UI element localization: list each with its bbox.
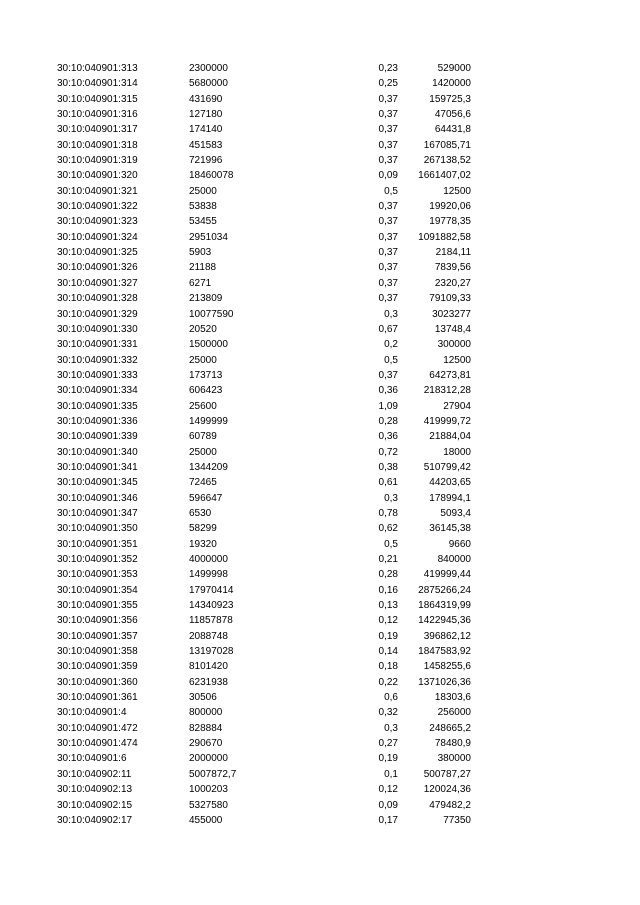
value-cell: 159725,3 (429, 93, 471, 105)
value-cell: 5093,4 (440, 507, 471, 519)
rate-cell: 0,5 (384, 354, 398, 366)
rate-cell: 0,17 (378, 814, 398, 826)
value-cell: 1091882,58 (418, 231, 471, 243)
value-cell: 380000 (437, 753, 471, 765)
cadastral-number-cell: 30:10:040901:315 (57, 93, 138, 105)
rate-cell: 0,09 (378, 799, 398, 811)
cadastral-number-cell: 30:10:040902:17 (57, 814, 133, 826)
cadastral-number-cell: 30:10:040901:323 (57, 216, 138, 228)
table-row (0, 506, 640, 521)
rate-cell: 0,13 (378, 600, 398, 612)
area-cell: 1500000 (189, 339, 228, 351)
cadastral-number-cell: 30:10:040901:474 (57, 738, 138, 750)
table-row (0, 659, 640, 674)
table-row (0, 414, 640, 429)
rate-cell: 0,18 (378, 661, 398, 673)
table-row (0, 245, 640, 260)
cadastral-number-cell: 30:10:040901:357 (57, 630, 138, 642)
area-cell: 174140 (189, 124, 223, 136)
value-cell: 267138,52 (423, 155, 471, 167)
cadastral-number-cell: 30:10:040901:327 (57, 277, 138, 289)
value-cell: 12500 (443, 185, 471, 197)
cadastral-number-cell: 30:10:040901:351 (57, 538, 138, 550)
cadastral-number-cell: 30:10:040901:320 (57, 170, 138, 182)
value-cell: 419999,44 (423, 569, 471, 581)
cadastral-number-cell: 30:10:040901:326 (57, 262, 138, 274)
table-row (0, 122, 640, 137)
area-cell: 1000203 (189, 784, 228, 796)
rate-cell: 0,37 (378, 155, 398, 167)
table-row (0, 107, 640, 122)
value-cell: 1661407,02 (418, 170, 471, 182)
area-cell: 2088748 (189, 630, 228, 642)
value-cell: 500787,27 (423, 768, 471, 780)
rate-cell: 0,19 (378, 753, 398, 765)
area-cell: 60789 (189, 431, 217, 443)
cadastral-number-cell: 30:10:040901:318 (57, 139, 138, 151)
table-row (0, 644, 640, 659)
value-cell: 78480,9 (434, 738, 471, 750)
value-cell: 479482,2 (429, 799, 471, 811)
rate-cell: 0,37 (378, 369, 398, 381)
cadastral-number-cell: 30:10:040901:335 (57, 400, 138, 412)
table-row (0, 613, 640, 628)
area-cell: 18460078 (189, 170, 234, 182)
value-cell: 79109,33 (429, 293, 471, 305)
table-row (0, 399, 640, 414)
rate-cell: 0,3 (384, 308, 398, 320)
rate-cell: 1,09 (378, 400, 398, 412)
area-cell: 1499999 (189, 415, 228, 427)
cadastral-number-cell: 30:10:040901:330 (57, 323, 138, 335)
value-cell: 120024,36 (423, 784, 471, 796)
table-row (0, 445, 640, 460)
rate-cell: 0,67 (378, 323, 398, 335)
area-cell: 1499998 (189, 569, 228, 581)
value-cell: 2184,11 (435, 247, 471, 259)
area-cell: 606423 (189, 385, 223, 397)
table-row (0, 153, 640, 168)
area-cell: 828884 (189, 722, 223, 734)
rate-cell: 0,37 (378, 93, 398, 105)
value-cell: 18000 (443, 446, 471, 458)
value-cell: 218312,28 (423, 385, 471, 397)
table-row (0, 383, 640, 398)
table-row (0, 138, 640, 153)
cadastral-number-cell: 30:10:040901:345 (57, 477, 138, 489)
cadastral-number-cell: 30:10:040901:319 (57, 155, 138, 167)
cadastral-number-cell: 30:10:040901:340 (57, 446, 138, 458)
value-cell: 3023277 (432, 308, 471, 320)
cadastral-number-cell: 30:10:040902:11 (57, 768, 132, 780)
table-row (0, 353, 640, 368)
cadastral-number-cell: 30:10:040901:359 (57, 661, 138, 673)
cadastral-number-cell: 30:10:040902:15 (57, 799, 133, 811)
table-row (0, 705, 640, 720)
table-row (0, 199, 640, 214)
rate-cell: 0,21 (378, 554, 398, 565)
area-cell: 213809 (189, 293, 223, 305)
area-cell: 173713 (189, 369, 223, 381)
value-cell: 256000 (437, 707, 471, 719)
rate-cell: 0,23 (378, 63, 398, 74)
cadastral-number-cell: 30:10:040901:334 (57, 385, 138, 397)
rate-cell: 0,16 (378, 584, 398, 596)
area-cell: 72465 (189, 477, 217, 489)
value-cell: 13748,4 (434, 323, 471, 335)
rate-cell: 0,1 (384, 768, 398, 780)
table-row (0, 429, 640, 444)
table-row (0, 322, 640, 337)
area-cell: 25000 (189, 185, 217, 197)
table-row (0, 368, 640, 383)
table-row (0, 629, 640, 644)
data-table (0, 61, 640, 828)
cadastral-number-cell: 30:10:040901:6 (57, 753, 127, 765)
table-row (0, 184, 640, 199)
table-row (0, 337, 640, 352)
cadastral-number-cell: 30:10:040901:353 (57, 569, 138, 581)
cadastral-number-cell: 30:10:040901:321 (57, 185, 138, 197)
table-row (0, 690, 640, 705)
area-cell: 5327580 (189, 799, 228, 811)
rate-cell: 0,37 (378, 277, 398, 289)
table-row (0, 782, 640, 797)
table-row (0, 813, 640, 828)
table-row (0, 168, 640, 183)
cadastral-number-cell: 30:10:040901:350 (57, 523, 138, 535)
rate-cell: 0,37 (378, 201, 398, 213)
table-row (0, 675, 640, 690)
table-row (0, 598, 640, 613)
area-cell: 2951034 (189, 231, 228, 243)
value-cell: 840000 (437, 554, 471, 565)
table-row (0, 92, 640, 107)
table-row (0, 583, 640, 598)
cadastral-number-cell: 30:10:040901:361 (57, 692, 138, 704)
area-cell: 19320 (189, 538, 217, 550)
table-row (0, 736, 640, 751)
value-cell: 510799,42 (423, 461, 471, 473)
value-cell: 64273,81 (429, 369, 471, 381)
cadastral-number-cell: 30:10:040901:325 (57, 247, 138, 259)
area-cell: 431690 (189, 93, 223, 105)
rate-cell: 0,37 (378, 216, 398, 228)
cadastral-number-cell: 30:10:040901:324 (57, 231, 138, 243)
rate-cell: 0,36 (378, 385, 398, 397)
area-cell: 53455 (189, 216, 217, 228)
cadastral-number-cell: 30:10:040901:352 (57, 554, 138, 565)
table-row (0, 307, 640, 322)
rate-cell: 0,78 (378, 507, 398, 519)
rate-cell: 0,27 (378, 738, 398, 750)
cadastral-number-cell: 30:10:040901:328 (57, 293, 138, 305)
value-cell: 167085,71 (423, 139, 471, 151)
area-cell: 721996 (189, 155, 223, 167)
area-cell: 290670 (189, 738, 223, 750)
area-cell: 30506 (189, 692, 217, 704)
table-row (0, 767, 640, 782)
area-cell: 25000 (189, 354, 217, 366)
cadastral-number-cell: 30:10:040901:316 (57, 109, 138, 121)
table-row (0, 491, 640, 506)
rate-cell: 0,36 (378, 431, 398, 443)
rate-cell: 0,6 (384, 692, 398, 704)
area-cell: 20520 (189, 323, 217, 335)
rate-cell: 0,37 (378, 139, 398, 151)
rate-cell: 0,2 (384, 339, 398, 351)
area-cell: 11857878 (189, 615, 233, 627)
rate-cell: 0,37 (378, 247, 398, 259)
table-row (0, 475, 640, 490)
area-cell: 2300000 (189, 63, 228, 74)
table-row (0, 521, 640, 536)
rate-cell: 0,37 (378, 109, 398, 121)
table-row (0, 214, 640, 229)
table-row (0, 291, 640, 306)
value-cell: 9660 (448, 538, 471, 550)
cadastral-number-cell: 30:10:040901:339 (57, 431, 138, 443)
table-row (0, 260, 640, 275)
value-cell: 419999,72 (423, 415, 471, 427)
area-cell: 127180 (189, 109, 223, 121)
table-row (0, 721, 640, 736)
value-cell: 2875266,24 (418, 584, 471, 596)
rate-cell: 0,5 (384, 538, 398, 550)
value-cell: 18303,6 (434, 692, 471, 704)
value-cell: 27904 (443, 400, 471, 412)
area-cell: 14340923 (189, 600, 234, 612)
value-cell: 21884,04 (429, 431, 471, 443)
area-cell: 6530 (189, 507, 212, 519)
value-cell: 19920,06 (429, 201, 471, 213)
table-row (0, 61, 640, 76)
area-cell: 451583 (189, 139, 223, 151)
area-cell: 5903 (189, 247, 212, 259)
value-cell: 1864319,99 (418, 600, 471, 612)
cadastral-number-cell: 30:10:040901:4 (57, 707, 127, 719)
rate-cell: 0,5 (384, 185, 398, 197)
table-row (0, 76, 640, 91)
table-row (0, 230, 640, 245)
value-cell: 1458255,6 (423, 661, 471, 673)
area-cell: 25000 (189, 446, 217, 458)
rate-cell: 0,3 (384, 722, 398, 734)
value-cell: 248665,2 (429, 722, 471, 734)
rate-cell: 0,72 (378, 446, 398, 458)
table-row (0, 751, 640, 766)
rate-cell: 0,09 (378, 170, 398, 182)
rate-cell: 0,3 (384, 492, 398, 504)
area-cell: 4000000 (189, 554, 228, 565)
area-cell: 800000 (189, 707, 223, 719)
value-cell: 77350 (443, 814, 471, 826)
rate-cell: 0,37 (378, 124, 398, 136)
cadastral-number-cell: 30:10:040901:329 (57, 308, 138, 320)
area-cell: 1344209 (189, 461, 228, 473)
cadastral-number-cell: 30:10:040901:331 (57, 339, 138, 351)
area-cell: 455000 (189, 814, 223, 826)
table-row (0, 460, 640, 475)
table-row (0, 276, 640, 291)
area-cell: 2000000 (189, 753, 228, 765)
cadastral-number-cell: 30:10:040901:333 (57, 369, 138, 381)
cadastral-number-cell: 30:10:040901:358 (57, 646, 138, 658)
cadastral-number-cell: 30:10:040902:13 (57, 784, 133, 796)
area-cell: 25600 (189, 400, 217, 412)
rate-cell: 0,12 (378, 784, 398, 796)
cadastral-number-cell: 30:10:040901:332 (57, 354, 138, 366)
rate-cell: 0,12 (378, 615, 398, 627)
value-cell: 47056,6 (434, 109, 471, 121)
rate-cell: 0,38 (378, 461, 398, 473)
table-row (0, 537, 640, 552)
value-cell: 529000 (437, 63, 471, 74)
area-cell: 53838 (189, 201, 217, 213)
rate-cell: 0,62 (378, 523, 398, 535)
table-row (0, 798, 640, 813)
cadastral-number-cell: 30:10:040901:356 (57, 615, 138, 627)
value-cell: 1371026,36 (418, 676, 471, 688)
table-row (0, 552, 640, 567)
area-cell: 8101420 (189, 661, 228, 673)
area-cell: 58299 (189, 523, 217, 535)
rate-cell: 0,22 (378, 676, 398, 688)
area-cell: 596647 (189, 492, 223, 504)
cadastral-number-cell: 30:10:040901:347 (57, 507, 138, 519)
cadastral-number-cell: 30:10:040901:322 (57, 201, 138, 213)
value-cell: 64431,8 (434, 124, 471, 136)
value-cell: 1422945,36 (418, 615, 471, 627)
value-cell: 12500 (443, 354, 471, 366)
value-cell: 1420000 (432, 78, 471, 90)
value-cell: 396862,12 (423, 630, 471, 642)
value-cell: 44203,65 (429, 477, 471, 489)
value-cell: 2320,27 (434, 277, 471, 289)
cadastral-number-cell: 30:10:040901:360 (57, 676, 138, 688)
value-cell: 300000 (437, 339, 471, 351)
area-cell: 13197028 (189, 646, 234, 658)
value-cell: 178994,1 (429, 492, 471, 504)
cadastral-number-cell: 30:10:040901:317 (57, 124, 138, 136)
area-cell: 10077590 (189, 308, 234, 320)
rate-cell: 0,37 (378, 293, 398, 305)
cadastral-number-cell: 30:10:040901:346 (57, 492, 138, 504)
cadastral-number-cell: 30:10:040901:472 (57, 722, 138, 734)
cadastral-number-cell: 30:10:040901:355 (57, 600, 138, 612)
area-cell: 5007872,7 (189, 768, 237, 780)
rate-cell: 0,25 (378, 78, 398, 90)
value-cell: 7839,56 (434, 262, 471, 274)
value-cell: 36145,38 (429, 523, 471, 535)
rate-cell: 0,14 (378, 646, 398, 658)
rate-cell: 0,61 (378, 477, 398, 489)
rate-cell: 0,37 (378, 262, 398, 274)
area-cell: 21188 (189, 262, 217, 274)
cadastral-number-cell: 30:10:040901:354 (57, 584, 138, 596)
rate-cell: 0,28 (378, 569, 398, 581)
value-cell: 19778,35 (429, 216, 471, 228)
rate-cell: 0,28 (378, 415, 398, 427)
cadastral-number-cell: 30:10:040901:313 (57, 63, 138, 74)
rate-cell: 0,19 (378, 630, 398, 642)
table-row (0, 567, 640, 582)
area-cell: 6271 (189, 277, 212, 289)
cadastral-number-cell: 30:10:040901:336 (57, 415, 138, 427)
area-cell: 17970414 (189, 584, 234, 596)
area-cell: 6231938 (189, 676, 228, 688)
rate-cell: 0,37 (378, 231, 398, 243)
rate-cell: 0,32 (378, 707, 398, 719)
value-cell: 1847583,92 (418, 646, 471, 658)
cadastral-number-cell: 30:10:040901:314 (57, 78, 138, 90)
area-cell: 5680000 (189, 78, 228, 90)
cadastral-number-cell: 30:10:040901:341 (57, 461, 138, 473)
